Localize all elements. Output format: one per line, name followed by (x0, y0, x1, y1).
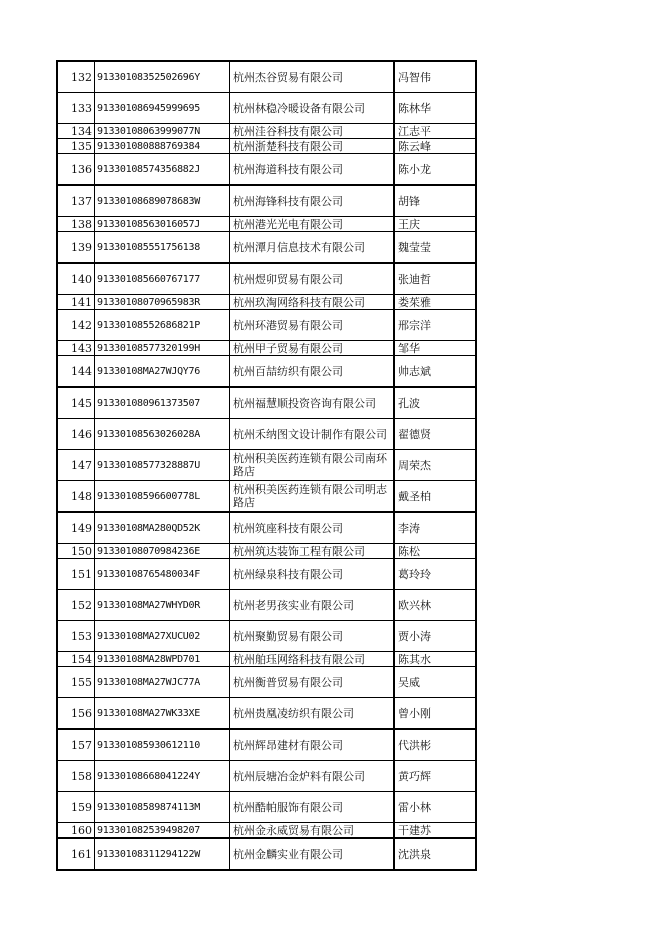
credit-code-cell: 91330108668041224Y (95, 761, 230, 792)
credit-code-cell: 913301085660767177 (95, 263, 230, 295)
credit-code-cell: 91330108063999077N (95, 124, 230, 139)
table-row (57, 761, 476, 792)
legal-person-cell: 魏莹莹 (394, 232, 476, 264)
table-row (57, 419, 476, 450)
table-row (57, 93, 476, 124)
company-name-cell: 杭州海锋科技有限公司 (230, 185, 395, 217)
row-number: 160 (57, 823, 95, 839)
table-row (57, 544, 476, 559)
company-name-cell: 杭州港光光电有限公司 (230, 217, 395, 232)
company-name-cell: 杭州金永威贸易有限公司 (230, 823, 395, 839)
company-name-cell: 杭州绿泉科技有限公司 (230, 559, 395, 590)
legal-person-cell: 邹华 (394, 341, 476, 356)
company-name-cell: 杭州聚勤贸易有限公司 (230, 621, 395, 652)
credit-code-cell: 91330108MA28WPD701 (95, 652, 230, 667)
row-number: 161 (57, 838, 95, 870)
row-number: 149 (57, 512, 95, 544)
row-number: 141 (57, 295, 95, 310)
row-number: 147 (57, 450, 95, 481)
legal-person-cell: 陈林华 (394, 93, 476, 124)
row-number: 133 (57, 93, 95, 124)
legal-person-cell: 沈洪泉 (394, 838, 476, 870)
company-name-cell: 杭州林稳冷暖设备有限公司 (230, 93, 395, 124)
legal-person-cell: 陈其水 (394, 652, 476, 667)
company-name-cell: 杭州环港贸易有限公司 (230, 310, 395, 341)
credit-code-cell: 91330108070984236E (95, 544, 230, 559)
row-number: 142 (57, 310, 95, 341)
company-name-cell: 杭州玖淘网络科技有限公司 (230, 295, 395, 310)
credit-code-cell: 91330108577320199H (95, 341, 230, 356)
company-name-cell: 杭州福慧顺投资咨询有限公司 (230, 387, 395, 419)
company-name-cell: 杭州衡普贸易有限公司 (230, 667, 395, 698)
legal-person-cell: 干建苏 (394, 823, 476, 839)
company-name-cell: 杭州积美医药连锁有限公司南环路店 (230, 450, 395, 481)
legal-person-cell: 欧兴林 (394, 590, 476, 621)
credit-code-cell: 91330108MA27WK33XE (95, 698, 230, 730)
legal-person-cell: 黄巧辉 (394, 761, 476, 792)
company-name-cell: 杭州潭月信息技术有限公司 (230, 232, 395, 264)
table-row (57, 450, 476, 481)
credit-code-cell: 91330108563026028A (95, 419, 230, 450)
company-name-cell: 杭州积美医药连锁有限公司明志路店 (230, 481, 395, 513)
legal-person-cell: 胡锋 (394, 185, 476, 217)
credit-code-cell: 91330108574356882J (95, 154, 230, 186)
legal-person-cell: 张迪哲 (394, 263, 476, 295)
credit-code-cell: 91330108577328887U (95, 450, 230, 481)
row-number: 156 (57, 698, 95, 730)
company-name-cell: 杭州金麟实业有限公司 (230, 838, 395, 870)
company-name-cell: 杭州贵凰凌纺织有限公司 (230, 698, 395, 730)
table-row (57, 124, 476, 139)
legal-person-cell: 孔波 (394, 387, 476, 419)
legal-person-cell: 陈云峰 (394, 139, 476, 154)
credit-code-cell: 913301080961373507 (95, 387, 230, 419)
company-name-cell: 杭州酷帕服饰有限公司 (230, 792, 395, 823)
credit-code-cell: 91330108MA280QD52K (95, 512, 230, 544)
company-name-cell: 杭州筑达装饰工程有限公司 (230, 544, 395, 559)
table-row (57, 387, 476, 419)
legal-person-cell: 贾小涛 (394, 621, 476, 652)
credit-code-cell: 91330108596600778L (95, 481, 230, 513)
row-number: 150 (57, 544, 95, 559)
row-number: 138 (57, 217, 95, 232)
legal-person-cell: 葛玲玲 (394, 559, 476, 590)
row-number: 145 (57, 387, 95, 419)
legal-person-cell: 翟德贤 (394, 419, 476, 450)
credit-code-cell: 91330108MA27WJC77A (95, 667, 230, 698)
legal-person-cell: 吴威 (394, 667, 476, 698)
company-name-cell: 杭州浙楚科技有限公司 (230, 139, 395, 154)
row-number: 140 (57, 263, 95, 295)
credit-code-cell: 91330108589874113M (95, 792, 230, 823)
company-name-cell: 杭州老男孩实业有限公司 (230, 590, 395, 621)
legal-person-cell: 陈小龙 (394, 154, 476, 186)
row-number: 135 (57, 139, 95, 154)
legal-person-cell: 曾小刚 (394, 698, 476, 730)
legal-person-cell: 代洪彬 (394, 729, 476, 761)
row-number: 158 (57, 761, 95, 792)
credit-code-cell: 913301082539498207 (95, 823, 230, 839)
row-number: 159 (57, 792, 95, 823)
legal-person-cell: 邢宗洋 (394, 310, 476, 341)
row-number: 153 (57, 621, 95, 652)
table-row (57, 729, 476, 761)
table-row (57, 356, 476, 388)
row-number: 132 (57, 61, 95, 93)
row-number: 134 (57, 124, 95, 139)
company-name-cell: 杭州杰谷贸易有限公司 (230, 61, 395, 93)
table-row (57, 139, 476, 154)
company-name-cell: 杭州煜卯贸易有限公司 (230, 263, 395, 295)
legal-person-cell: 王庆 (394, 217, 476, 232)
table-row (57, 823, 476, 839)
table-row (57, 559, 476, 590)
table-row (57, 838, 476, 870)
credit-code-cell: 91330108070965983R (95, 295, 230, 310)
company-name-cell: 杭州筑座科技有限公司 (230, 512, 395, 544)
company-name-cell: 杭州辰塘冶金炉料有限公司 (230, 761, 395, 792)
company-name-cell: 杭州百喆纺织有限公司 (230, 356, 395, 388)
row-number: 139 (57, 232, 95, 264)
credit-code-cell: 91330108552686821P (95, 310, 230, 341)
company-name-cell: 杭州海道科技有限公司 (230, 154, 395, 186)
credit-code-cell: 91330108765480034F (95, 559, 230, 590)
table-row (57, 667, 476, 698)
company-name-cell: 杭州辉昂建材有限公司 (230, 729, 395, 761)
credit-code-cell: 91330108689078683W (95, 185, 230, 217)
row-number: 152 (57, 590, 95, 621)
table-row (57, 481, 476, 513)
table-row (57, 652, 476, 667)
credit-code-cell: 91330108MA27XUCU02 (95, 621, 230, 652)
table-row (57, 154, 476, 186)
row-number: 146 (57, 419, 95, 450)
company-table (56, 60, 477, 871)
row-number: 144 (57, 356, 95, 388)
credit-code-cell: 91330108352502696Y (95, 61, 230, 93)
table-row (57, 792, 476, 823)
row-number: 155 (57, 667, 95, 698)
table-row (57, 310, 476, 341)
row-number: 151 (57, 559, 95, 590)
table-row (57, 698, 476, 730)
company-table-body (57, 61, 476, 870)
row-number: 137 (57, 185, 95, 217)
credit-code-cell: 913301085930612110 (95, 729, 230, 761)
legal-person-cell: 周荣杰 (394, 450, 476, 481)
table-row (57, 590, 476, 621)
company-name-cell: 杭州洼谷科技有限公司 (230, 124, 395, 139)
table-row (57, 341, 476, 356)
table-row (57, 621, 476, 652)
table-row (57, 61, 476, 93)
company-name-cell: 杭州舶珏网络科技有限公司 (230, 652, 395, 667)
legal-person-cell: 江志平 (394, 124, 476, 139)
table-row (57, 512, 476, 544)
company-name-cell: 杭州禾纳图文设计制作有限公司 (230, 419, 395, 450)
row-number: 157 (57, 729, 95, 761)
legal-person-cell: 戴圣柏 (394, 481, 476, 513)
legal-person-cell: 雷小林 (394, 792, 476, 823)
row-number: 148 (57, 481, 95, 513)
row-number: 154 (57, 652, 95, 667)
credit-code-cell: 91330108311294122W (95, 838, 230, 870)
row-number: 143 (57, 341, 95, 356)
credit-code-cell: 913301086945999695 (95, 93, 230, 124)
credit-code-cell: 91330108MA27WJQY76 (95, 356, 230, 388)
company-name-cell: 杭州甲子贸易有限公司 (230, 341, 395, 356)
table-row (57, 217, 476, 232)
table-row (57, 232, 476, 264)
credit-code-cell: 913301080888769384 (95, 139, 230, 154)
legal-person-cell: 娄茱雅 (394, 295, 476, 310)
legal-person-cell: 冯智伟 (394, 61, 476, 93)
legal-person-cell: 陈松 (394, 544, 476, 559)
credit-code-cell: 913301085551756138 (95, 232, 230, 264)
credit-code-cell: 91330108563016057J (95, 217, 230, 232)
table-row (57, 263, 476, 295)
credit-code-cell: 91330108MA27WHYD0R (95, 590, 230, 621)
legal-person-cell: 帅志斌 (394, 356, 476, 388)
row-number: 136 (57, 154, 95, 186)
table-row (57, 185, 476, 217)
legal-person-cell: 李涛 (394, 512, 476, 544)
table-row (57, 295, 476, 310)
